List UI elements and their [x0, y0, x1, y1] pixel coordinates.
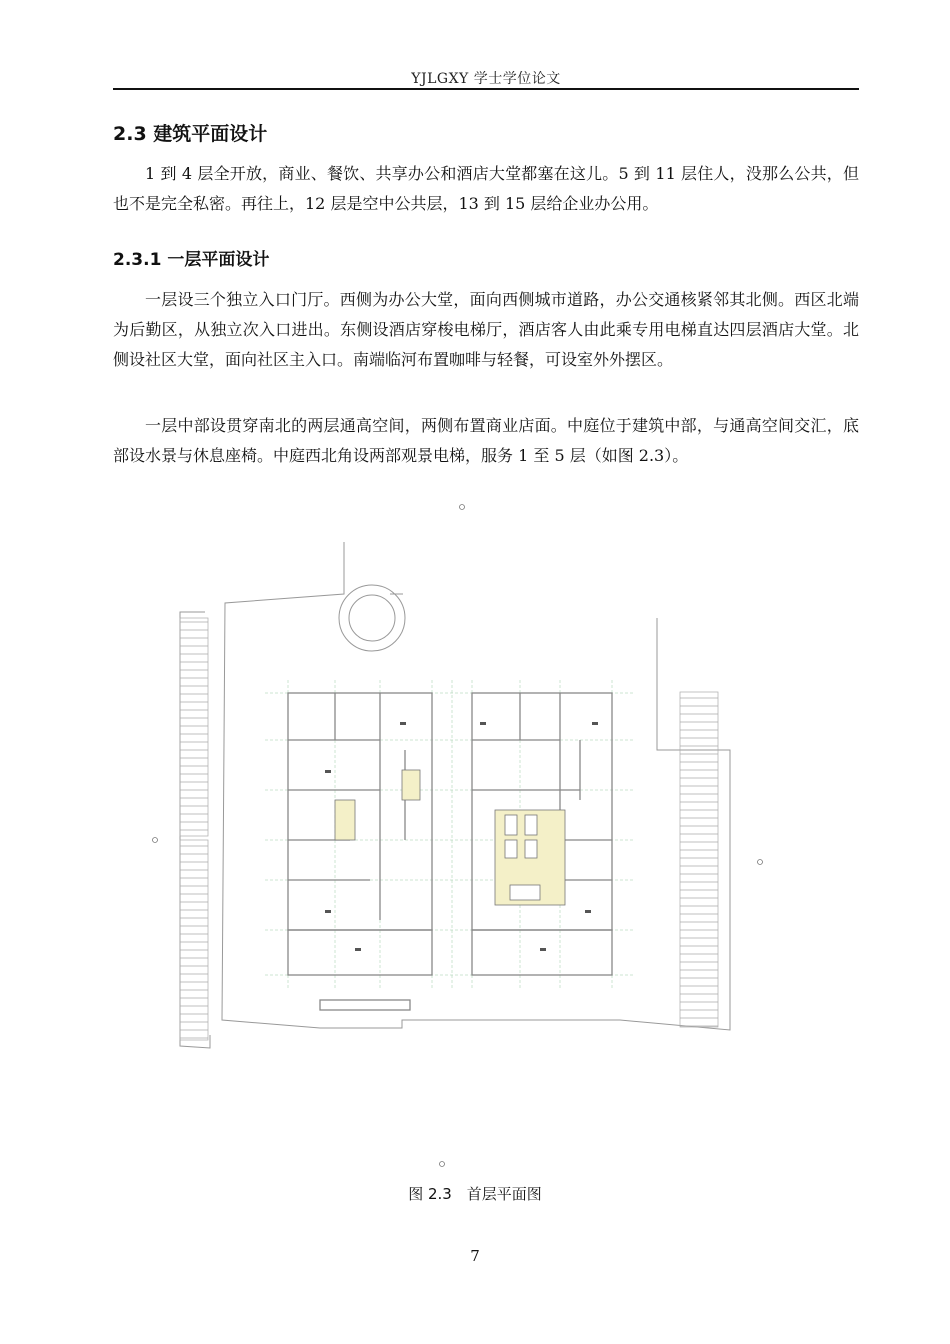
section-title: 2.3 建筑平面设计 — [113, 123, 268, 145]
subsection-title: 2.3.1 一层平面设计 — [113, 250, 270, 270]
paragraph-3: 一层中部设贯穿南北的两层通高空间，两侧布置商业店面。中庭位于建筑中部，与通高空间交汇，底部设水景与休息座椅。中庭西北角设两部观景电梯，服务 1 至 5 层（如图 2.3）。 — [113, 416, 859, 465]
parking-west — [180, 618, 208, 1040]
core-east — [495, 810, 565, 905]
roundabout — [339, 585, 405, 651]
figure-caption: 图 2.3 首层平面图 — [408, 1185, 542, 1203]
page-number: 7 — [470, 1247, 480, 1265]
core-west — [335, 770, 420, 840]
header-rule — [113, 88, 859, 90]
structural-grid — [265, 680, 635, 990]
parking-east — [680, 692, 718, 1027]
site-boundary — [180, 542, 730, 1048]
running-header: YJLGXY 学士学位论文 — [411, 71, 561, 87]
floor-plan-drawing — [140, 500, 820, 1180]
paragraph-1: 1 到 4 层全开放，商业、餐饮、共享办公和酒店大堂都塞在这儿。5 到 11 层住人，没那么公共，但也不是完全私密。再往上，12 层是空中公共层，13 到 15 层给企业办公用。 — [113, 164, 859, 213]
paragraph-2: 一层设三个独立入口门厅。西侧为办公大堂，面向西侧城市道路，办公交通核紧邻其北侧。西区北端为后勤区，从独立次入口进出。东侧设酒店穿梭电梯厅，酒店客人由此乘专用电梯直达四层酒店大堂。北侧设社区大堂，面向社区主入口。南端临河布置咖啡与轻餐，可设室外外摆区。 — [113, 290, 859, 369]
north-marker — [153, 505, 763, 1167]
